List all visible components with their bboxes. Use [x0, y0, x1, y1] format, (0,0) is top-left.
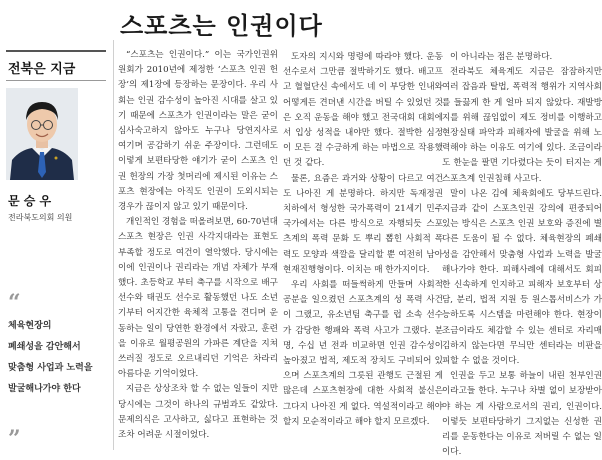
column-label: 전북은 지금: [8, 62, 76, 77]
open-quote-mark: “: [8, 290, 21, 316]
paragraph: “스포츠는 인권이다.” 이는 국가인권위원회가 2010년에 제정한 ‘스포츠 인권 헌장’의 제1장에 등장하는 문장이다. 우리 사회는 인권 감수성이 높아진 시대를 살고 있기 때문에 스포츠가 인권이라는 말은 굳이 심사숙고하지 않아도 누구나 당연지사로 여기며 공감하기 쉬운 주장이다. 그런데도 이렇게 보편타당한 얘기가 굳이 스포츠 인권 헌장의 가장 첫머리에 제시된 이유는 스포츠 현장에는 아직도 인권이 도외시되는 경우가 끊이지 않고 있기 때문이다.: [118, 50, 278, 213]
author-portrait: [6, 88, 78, 180]
pull-quote: [8, 316, 110, 400]
pull-quote-line: 체육현장의: [8, 321, 52, 331]
paragraph: 이 아니라는 점은 분명하다.: [450, 52, 553, 62]
paragraph: 우리 사회를 떠들썩하게 만들며 사회적 공분을 일으켰던 스포츠계의 성 폭력 사건이 그랬고, 유소년팀 축구를 럽 소속 선수가 감당한 행패와 폭력 사고가 그랬다. 분명, 수십 년 전과 비교하면 인권 감수성이 높아졌고 법적, 제도적 장치도 구비되어 있으며 스포츠계의 그릇된 관행도 근절된 게 많은데 스포츠현장에 대한 사회적 불신은 그다지 나아진 게 없다. 역설적이라고 해야 할지 모순적이라고 해야 할지 모르겠다.: [283, 280, 443, 427]
paragraph: 전라북도 체육계도 지금은 잠잠하지만 여러 잡음과 탈법, 폭력적 행위가 지역사회를 들끓게 한 게 얼마 되지 않았다. 재발방지를 위해 끊임없이 제도 정비를 이행하고 현장실태 파악과 피해자에 발굴을 위해 노력해야 하는 이유도 여기에 있다. 조금이라도 한눈을 팔면 기다렸다는 듯이 터지는 게 스포츠계 인권침해 사고다.: [442, 67, 602, 184]
article-column-3: [442, 50, 602, 458]
article-column-2: [283, 50, 443, 452]
top-rule: [6, 50, 106, 52]
paragraph: 지금은 상상조차 할 수 없는 일들이 지만 당시에는 그것이 하나의 규범과도 같았다. 문제의식은 고사하고, 싫다고 표현하는 것조차 어려운 시절이었다.: [118, 384, 278, 441]
author-title: 전라북도의회 의원: [8, 213, 73, 222]
paragraph: 인권을 두고 보통 하늘이 내린 천부인권이라고들 한다. 누구나 차별 없이 보장받아야 하는 게 사람으로서의 권리, 인권이다. 이렇듯 보편타당하기 그지없는 신성한 권리를 운동한다는 이유로 저버릴 수 없는 일이다.: [442, 371, 602, 458]
label-rule: [6, 80, 106, 81]
author-portrait-drawing: [6, 88, 78, 180]
paragraph: 도자의 지시와 명령에 따라야 했다. 운동선수로서 그만큼 절박하기도 했다. 배고프고 혈혈단신 속에서도 네 이 부당한 인내와 어떻게든 견뎌낸 시간을 버틸 수 있었던 것은 오직 운동을 해야 했고 전국대회 대회에서 입상 성적을 내야만 했다. 절박한 심정이 모든 걸 수긍하게 하는 마법으로 작용했던 것 같다.: [283, 52, 443, 169]
paragraph: 물론, 요즘은 과거와 상황이 다르고 여건도 나아진 게 분명하다. 하지만 독재정권 치하에서 형성한 국가폭력이 21세기 민주국가에서는 다른 방식으로 자행되듯 스포츠계의 폭력 문화 도 뿌리 뽑힌 사회적 폭력도 모양과 색깔을 달리할 뿐 여전히 남아 현재진행형이다. 이치는 매 한가지이다.: [283, 173, 443, 275]
pull-quote-line: 발굴해나가야 한다: [8, 384, 81, 394]
author-name: 문 승 우: [8, 194, 52, 208]
column-divider: [113, 40, 114, 450]
pull-quote-line: 폐쇄성을 감안해서: [8, 342, 81, 352]
article-column-1: [118, 48, 278, 450]
paragraph: 말이 나온 김에 체육회에도 당부드린다. 지금과 같이 스포츠인권 강의에 편중되어 있는 방식은 스포츠 인권 보호와 증진에 별다른 도움이 될 수 없다. 체육현장의 폐쇄성을 감안해서 맞춤형 사업과 노력을 발굴해나가야 한다. 피해사례에 대해서도 회피한 신속하게 인지하고 피해자 보호부터 상담, 분리, 법적 지원 등 원스톱서비스가 가능하도록 시스템을 마련해야 한다. 현장이 조금이라도 체감할 수 있는 센터로 자리매김하지 않는다면 무늬만 센터라는 비판을 피할 수 없을 것이다.: [442, 188, 602, 367]
column-sidebar: [0, 40, 108, 450]
paragraph: 개인적인 경험을 떠올려보면, 60-70년대 스포츠 현장은 인권 사각지대라는 표현도 부족할 정도로 여건이 열악했다. 당시에는 이에 인권이나 권리라는 개념 자체가 부재했다. 초등학교 부터 축구를 시작으로 배구선수와 태권도 선수로 활동했던 나도 소년기부터 어지간한 육체적 고통을 견디며 운동하는 일이 당연한 환경에서 자랐고, 훈련을 이유로 월평공원의 가파른 계단을 지쳐 쓰러질 정도로 오르내리던 기억은 차라리 아름다운 기억이었다.: [118, 217, 278, 380]
close-quote-mark: ”: [8, 426, 21, 452]
pull-quote-line: 맞춤형 사업과 노력을: [8, 363, 93, 373]
headline: 스포츠는 인권이다: [120, 12, 323, 40]
